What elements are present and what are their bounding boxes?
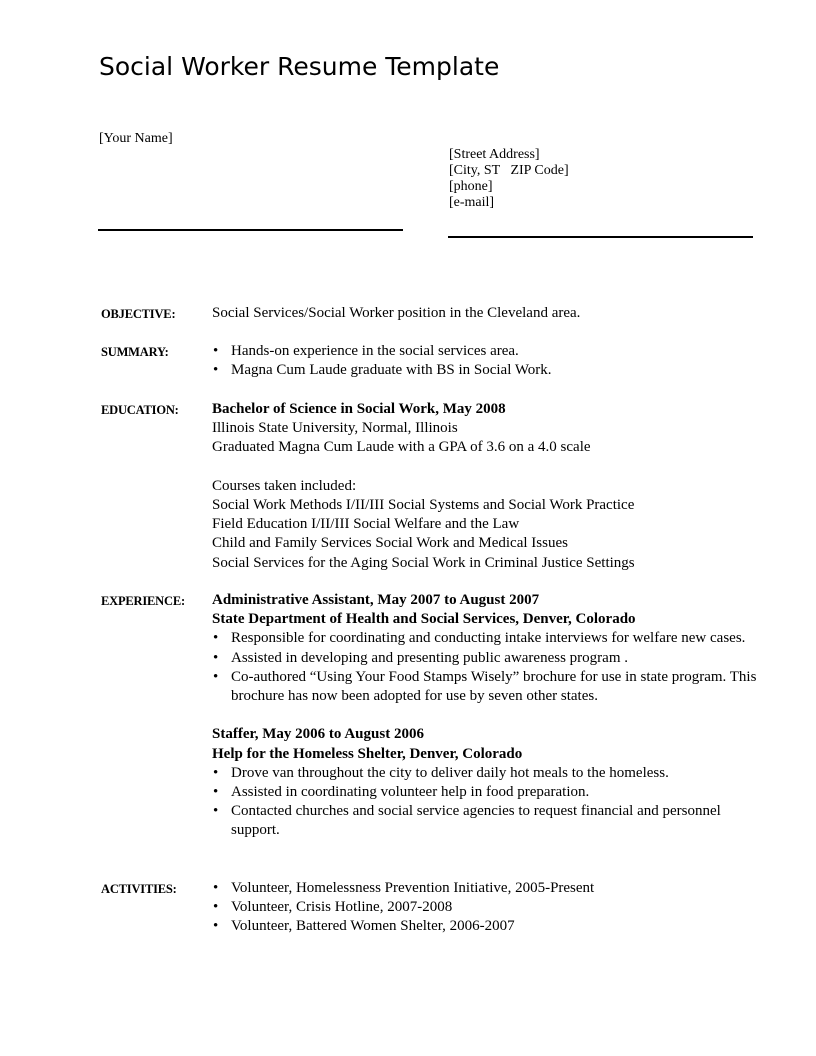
activity-item: • Volunteer, Crisis Hotline, 2007-2008 (212, 898, 761, 917)
job-duties-list (212, 629, 772, 706)
job-title: Administrative Assistant, May 2007 to August 2007 (212, 592, 540, 608)
job-duty: • Assisted in coordinating volunteer help in food preparation. (212, 783, 761, 802)
contact-phone: [phone] (449, 179, 493, 194)
job-duty: • Co-authored “Using Your Food Stamps Wisely” brochure for use in state program. This brochure has now been adopted for use by seven other states. (212, 668, 761, 706)
experience-section (212, 591, 772, 841)
courses-heading: Courses taken included: (212, 477, 357, 494)
course-line: Social Services for the Aging Social Work in Criminal Justice Settings (212, 554, 635, 571)
activities-list (212, 879, 772, 937)
job-title: Staffer, May 2006 to August 2006 (212, 726, 424, 743)
job-duty: • Responsible for coordinating and conducting intake interviews for welfare new cases. (212, 629, 761, 648)
address-signature-line (448, 236, 753, 238)
course-line: Field Education I/II/III Social Welfare and the Law (212, 516, 520, 533)
job-employer: Help for the Homeless Shelter, Denver, Colorado (212, 745, 523, 762)
name-signature-line (98, 229, 403, 231)
objective-label: OBJECTIVE: (101, 307, 176, 321)
contact-city: [City, ST ZIP Code] (449, 163, 569, 178)
summary-list (212, 342, 772, 380)
education-honors: Graduated Magna Cum Laude with a GPA of 3.6 on a 4.0 scale (212, 439, 591, 456)
job-entry (212, 725, 772, 840)
job-entry (212, 591, 772, 706)
activity-item: • Volunteer, Homelessness Prevention Initiative, 2005-Present (212, 879, 761, 898)
activities-label: ACTIVITIES: (101, 882, 177, 896)
education-school: Illinois State University, Normal, Illinois (212, 420, 458, 437)
objective-section (212, 304, 772, 323)
contact-address-block (449, 147, 569, 211)
education-degree: Bachelor of Science in Social Work, May 2008 (212, 401, 506, 417)
job-duty: • Drove van throughout the city to deliver daily hot meals to the homeless. (212, 764, 761, 783)
job-duty: • Assisted in developing and presenting public awareness program . (212, 649, 761, 668)
contact-name: [Your Name] (99, 131, 173, 146)
course-line: Social Work Methods I/II/III Social Systems and Social Work Practice (212, 497, 635, 513)
course-line: Child and Family Services Social Work and Medical Issues (212, 535, 568, 552)
job-employer: State Department of Health and Social Services, Denver, Colorado (212, 611, 636, 628)
summary-section (212, 342, 772, 380)
document-title: Social Worker Resume Template (99, 52, 500, 81)
education-section (212, 400, 772, 573)
education-label: EDUCATION: (101, 403, 179, 417)
summary-bullet: • Hands-on experience in the social services area. (212, 342, 761, 361)
experience-label: EXPERIENCE: (101, 594, 185, 608)
activities-section (212, 879, 772, 937)
objective-text: Social Services/Social Worker position in the Cleveland area. (212, 305, 581, 321)
summary-bullet: • Magna Cum Laude graduate with BS in Social Work. (212, 361, 761, 380)
summary-label: SUMMARY: (101, 345, 169, 359)
job-duty: • Contacted churches and social service agencies to request financial and personnel support. (212, 802, 761, 840)
contact-email: [e-mail] (449, 195, 495, 210)
contact-street: [Street Address] (449, 147, 540, 162)
job-duties-list (212, 764, 772, 841)
activity-item: • Volunteer, Battered Women Shelter, 2006-2007 (212, 917, 761, 936)
